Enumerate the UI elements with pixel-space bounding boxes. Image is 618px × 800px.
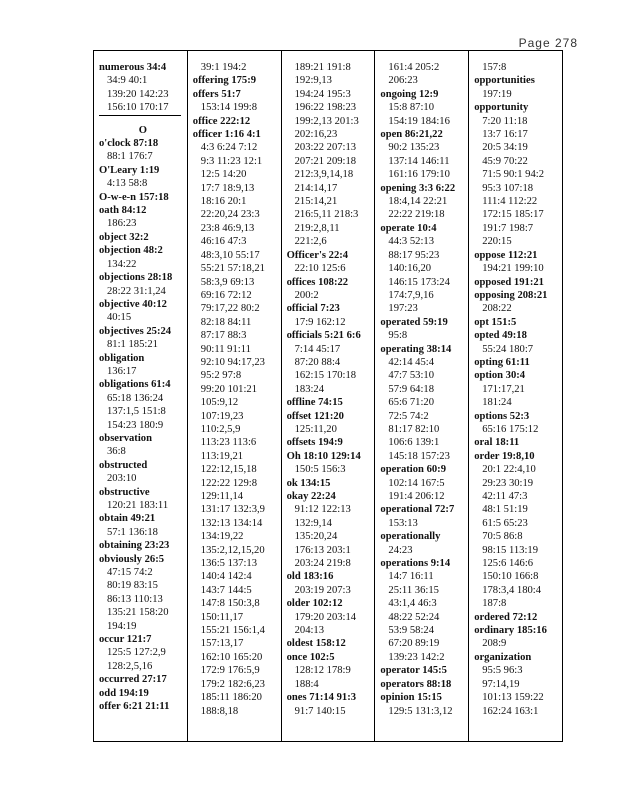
index-entry-refs: 122:12,15,18 — [200, 464, 257, 476]
index-entry-refs: 95:5 96:3 — [482, 665, 523, 677]
index-entry-term: official 7:23 — [286, 303, 340, 315]
index-entry-refs: 172:9 176:5,9 — [200, 665, 260, 677]
index-entry-refs: 129:11,14 — [200, 491, 244, 502]
index-entry-refs: 90:11 91:11 — [200, 343, 251, 355]
index-entry-term: obtaining 23:23 — [99, 540, 170, 552]
index-entry-refs: 58:3,9 69:13 — [200, 276, 255, 288]
index-entry-refs: 135:20,24 — [294, 531, 338, 543]
index-entry-term: objections 28:18 — [99, 272, 173, 284]
index-entry-term: operators 88:18 — [380, 678, 452, 690]
index-entry-refs: 179:2 182:6,23 — [200, 678, 265, 690]
index-entry-term: opinion 15:15 — [380, 692, 442, 704]
index-entry-refs: 91:7 140:15 — [294, 705, 346, 717]
index-entry-term: oppose 112:21 — [474, 249, 538, 261]
index-entry-refs: 88:17 95:23 — [388, 249, 440, 261]
index-entry-refs: 203:10 — [107, 473, 137, 485]
index-entry-refs: 4:3 6:24 7:12 — [200, 142, 258, 154]
index-entry-refs: 113:23 113:6 — [200, 437, 257, 449]
index-entry-refs: 110:2,5,9 — [200, 423, 241, 435]
index-entry-refs: 194:24 195:3 — [294, 88, 351, 100]
index-entry-refs: 188:4 — [294, 678, 319, 690]
index-entry-refs: 150:10 166:8 — [482, 571, 539, 583]
index-entry-refs: 157:8 — [482, 62, 507, 73]
index-entry-refs: 162:15 170:18 — [294, 370, 357, 382]
index-entry-refs: 136:5 137:13 — [200, 558, 258, 570]
index-entry-refs: 95:2 97:8 — [200, 370, 242, 382]
index-entry-refs: 194:19 — [107, 620, 137, 632]
index-entry-refs: 102:14 167:5 — [388, 477, 445, 489]
index-entry-term: opportunities — [474, 75, 535, 87]
index-entry-refs: 18:4,14 22:21 — [388, 196, 448, 208]
index-entry-term: operator 145:5 — [380, 665, 447, 677]
index-entry-term: objective 40:12 — [99, 298, 167, 310]
index-entry-refs: 15:8 87:10 — [388, 102, 435, 114]
index-entry-refs: 125:11,20 — [294, 423, 337, 435]
index-entry-term: operate 10:4 — [380, 222, 437, 234]
index-entry-refs: 61:5 65:23 — [482, 517, 528, 529]
index-entry-refs: 106:6 139:1 — [388, 437, 440, 449]
index-entry-refs: 204:13 — [294, 625, 325, 637]
index-entry-refs: 131:17 132:3,9 — [200, 504, 265, 516]
index-entry-refs: 65:18 136:24 — [107, 392, 164, 404]
index-entry-term: Officer's 22:4 — [286, 249, 349, 261]
index-entry-term: operationally — [380, 531, 441, 543]
index-entry-refs: 137:1,5 151:8 — [107, 406, 166, 418]
index-entry-term: offices 108:22 — [286, 276, 349, 288]
index-entry-refs: 92:10 94:17,23 — [200, 356, 265, 368]
index-entry-refs: 140:16,20 — [388, 263, 432, 275]
index-entry-refs: 22:22 219:18 — [388, 209, 445, 221]
index-entry-term: object 32:2 — [99, 231, 149, 243]
index-entry-term: options 52:3 — [474, 410, 530, 422]
index-entry-refs: 161:4 205:2 — [388, 62, 440, 73]
index-entry-refs: 154:19 184:16 — [388, 115, 450, 127]
index-entry-refs: 157:13,17 — [200, 638, 244, 650]
index-entry-refs: 191:7 198:7 — [482, 222, 534, 234]
index-entry-refs: 40:15 — [107, 312, 132, 324]
index-entry-refs: 57:1 136:18 — [107, 526, 158, 538]
index-entry-refs: 86:13 110:13 — [107, 593, 163, 605]
index-entry-refs: 29:23 30:19 — [482, 477, 534, 489]
index-entry-refs: 212:3,9,14,18 — [294, 169, 354, 181]
index-entry-refs: 191:4 206:12 — [388, 491, 445, 502]
index-entry-refs: 139:23 142:2 — [388, 651, 445, 663]
index-entry-refs: 36:8 — [107, 446, 126, 458]
section-divider — [99, 115, 181, 124]
index-entry-term: operated 59:19 — [380, 316, 448, 328]
index-entry-term: opt 151:5 — [474, 316, 517, 328]
index-entry-refs: 162:10 165:20 — [200, 651, 263, 663]
index-entry-term: obstructed — [99, 459, 148, 471]
index-entry-term: obtain 49:21 — [99, 513, 156, 525]
index-column-3 — [281, 51, 375, 741]
index-entry-refs: 71:5 90:1 94:2 — [482, 169, 544, 181]
index-entry-refs: 95:8 — [388, 330, 408, 342]
index-entry-refs: 79:17,22 80:2 — [200, 303, 260, 315]
index-entry-refs: 48:3,10 55:17 — [200, 249, 260, 261]
index-entry-refs: 215:14,21 — [294, 196, 338, 208]
index-entry-refs: 179:20 203:14 — [294, 611, 357, 623]
index-entry-refs: 72:5 74:2 — [388, 410, 429, 422]
index-entry-refs: 101:13 159:22 — [482, 692, 544, 704]
index-entry-refs: 105:9,12 — [200, 397, 239, 409]
index-entry-term: ongoing 12:9 — [380, 88, 439, 100]
index-entry-refs: 202:16,23 — [294, 129, 338, 141]
index-entry-term: old 183:16 — [286, 571, 334, 583]
index-entry-refs: 150:11,17 — [200, 611, 244, 623]
index-entry-refs: 171:17,21 — [482, 383, 525, 395]
index-entry-refs: 7:14 45:17 — [294, 343, 341, 355]
index-entry-term: ordinary 185:16 — [474, 625, 547, 637]
index-entry-refs: 161:16 179:10 — [388, 169, 450, 181]
index-entry-refs: 98:15 113:19 — [482, 544, 539, 556]
index-entry-refs: 181:24 — [482, 397, 512, 409]
index-entry-refs: 203:24 219:8 — [294, 558, 351, 570]
index-entry-refs: 200:2 — [294, 289, 319, 301]
index-entry-refs: 28:22 31:1,24 — [107, 285, 166, 297]
index-entry-term: opposed 191:21 — [474, 276, 544, 288]
index-entry-term: objectives 25:24 — [99, 325, 172, 337]
index-entry-term: officer 1:16 4:1 — [192, 129, 261, 141]
index-entry-refs: 135:2,12,15,20 — [200, 544, 265, 556]
index-entry-refs: 178:3,4 180:4 — [482, 584, 542, 596]
index-entry-refs: 174:7,9,16 — [388, 289, 434, 301]
index-entry-refs: 44:3 52:13 — [388, 236, 435, 248]
index-entry-refs: 17:9 162:12 — [294, 316, 346, 328]
index-entry-term: Oh 18:10 129:14 — [286, 450, 361, 462]
index-entry-term: obligations 61:4 — [99, 379, 171, 391]
index-entry-refs: 140:4 142:4 — [200, 571, 252, 583]
index-column-5 — [468, 51, 562, 741]
page-number: Page 278 — [518, 36, 578, 50]
index-entry-refs: 220:15 — [482, 236, 512, 248]
index-entry-term: O'Leary 1:19 — [99, 164, 160, 176]
index-entry-term: officials 5:21 6:6 — [286, 330, 361, 342]
index-entry-term: obviously 26:5 — [99, 553, 165, 565]
index-entry-term: obligation — [99, 352, 145, 364]
index-entry-refs: 176:13 203:1 — [294, 544, 351, 556]
index-entry-refs: 39:1 194:2 — [200, 62, 247, 73]
index-entry-refs: 199:2,13 201:3 — [294, 115, 359, 127]
index-entry-term: observation — [99, 432, 152, 444]
index-entry-refs: 136:17 — [107, 365, 137, 377]
index-entry-refs: 9:3 11:23 12:1 — [200, 155, 263, 167]
index-entry-refs: 219:2,8,11 — [294, 222, 340, 234]
index-entry-refs: 55:24 180:7 — [482, 343, 534, 355]
index-entry-term: open 86:21,22 — [380, 129, 443, 141]
index-entry-term: operation 60:9 — [380, 464, 447, 476]
index-entry-term: ordered 72:12 — [474, 611, 538, 623]
index-column-1 — [94, 51, 187, 741]
index-entry-refs: 24:23 — [388, 544, 413, 556]
index-entry-term: odd 194:19 — [99, 687, 149, 699]
index-entry-refs: 22:10 125:6 — [294, 263, 346, 275]
index-entry-term: option 30:4 — [474, 370, 526, 382]
index-entry-term: ok 134:15 — [286, 477, 331, 489]
index-entry-refs: 70:5 86:8 — [482, 531, 523, 543]
index-entry-refs: 90:2 135:23 — [388, 142, 440, 154]
index-entry-refs: 128:2,5,16 — [107, 660, 153, 672]
index-entry-term: order 19:8,10 — [474, 450, 535, 462]
index-entry-refs: 81:17 82:10 — [388, 423, 440, 435]
index-entry-term: objection 48:2 — [99, 245, 163, 257]
index-entry-refs: 12:5 14:20 — [200, 169, 247, 181]
index-entry-refs: 45:9 70:22 — [482, 155, 528, 167]
index-entry-term: operating 38:14 — [380, 343, 452, 355]
index-column-4 — [374, 51, 468, 741]
index-entry-refs: 122:22 129:8 — [200, 477, 258, 489]
index-entry-refs: 172:15 185:17 — [482, 209, 544, 221]
index-entry-term: numerous 34:4 — [99, 62, 167, 73]
index-entry-term: oath 84:12 — [99, 205, 147, 217]
index-entry-refs: 91:12 122:13 — [294, 504, 351, 516]
index-entry-refs: 188:8,18 — [200, 705, 239, 717]
index-entry-refs: 57:9 64:18 — [388, 383, 435, 395]
index-entry-term: ones 71:14 91:3 — [286, 692, 357, 704]
index-entry-refs: 99:20 101:21 — [200, 383, 258, 395]
index-entry-refs: 53:9 58:24 — [388, 625, 435, 637]
index-entry-refs: 187:8 — [482, 598, 507, 610]
index-entry-refs: 132:13 134:14 — [200, 517, 263, 529]
index-entry-refs: 207:21 209:18 — [294, 155, 357, 167]
index-entry-term: offer 6:21 21:11 — [99, 701, 170, 713]
index-entry-refs: 14:7 16:11 — [388, 571, 434, 583]
index-entry-refs: 197:19 — [482, 88, 512, 100]
index-entry-refs: 185:11 186:20 — [200, 692, 262, 704]
index-entry-term: office 222:12 — [192, 115, 251, 127]
index-entry-refs: 203:22 207:13 — [294, 142, 357, 154]
index-entry-term: oldest 158:12 — [286, 638, 346, 650]
index-entry-refs: 95:3 107:18 — [482, 182, 534, 194]
index-entry-term: offering 175:9 — [192, 75, 257, 87]
index-entry-refs: 183:24 — [294, 383, 325, 395]
index-entry-refs: 87:17 88:3 — [200, 330, 247, 342]
index-entry-refs: 155:21 156:1,4 — [200, 625, 265, 637]
index-entry-refs: 23:8 46:9,13 — [200, 222, 255, 234]
index-entry-term: O-w-e-n 157:18 — [99, 191, 169, 203]
index-entry-term: occur 121:7 — [99, 634, 152, 646]
index-entry-refs: 7:20 11:18 — [482, 115, 528, 127]
index-entry-refs: 153:13 — [388, 517, 418, 529]
index-entry-refs: 186:23 — [107, 218, 137, 230]
index-entry-term: opportunity — [474, 102, 529, 114]
index-entry-refs: 162:24 163:1 — [482, 705, 539, 717]
index-entry-refs: 82:18 84:11 — [200, 316, 252, 328]
index-entry-term: occurred 27:17 — [99, 674, 167, 686]
index-entry-term: opting 61:11 — [474, 356, 530, 368]
index-column-2 — [187, 51, 281, 741]
index-entry-refs: 111:4 112:22 — [482, 196, 538, 208]
index-entry-term: organization — [474, 651, 532, 663]
index-entry-refs: 196:22 198:23 — [294, 102, 357, 114]
index-entry-refs: 129:5 131:3,12 — [388, 705, 453, 717]
index-entry-refs: 65:6 71:20 — [388, 397, 435, 409]
index-entry-refs: 125:5 127:2,9 — [107, 647, 166, 659]
index-entry-refs: 65:16 175:12 — [482, 423, 539, 435]
index-entry-refs: 134:19,22 — [200, 531, 244, 543]
index-entry-refs: 125:6 146:6 — [482, 558, 534, 570]
index-entry-term: opted 49:18 — [474, 330, 527, 342]
index-entry-refs: 120:21 183:11 — [107, 500, 169, 511]
index-entry-refs: 208:22 — [482, 303, 512, 315]
index-entry-refs: 203:19 207:3 — [294, 584, 351, 596]
index-entry-refs: 88:1 176:7 — [107, 151, 153, 163]
index-entry-refs: 67:20 89:19 — [388, 638, 440, 650]
index-entry-refs: 197:23 — [388, 303, 418, 315]
index-entry-refs: 113:19,21 — [200, 450, 244, 462]
index-entry-refs: 206:23 — [388, 75, 418, 87]
index-entry-refs: 48:1 51:19 — [482, 504, 528, 516]
index-entry-refs: 194:21 199:10 — [482, 263, 544, 275]
index-entry-refs: 87:20 88:4 — [294, 356, 341, 368]
index-entry-term: opposing 208:21 — [474, 289, 548, 301]
index-entry-term: opening 3:3 6:22 — [380, 182, 456, 194]
index-entry-term: offsets 194:9 — [286, 437, 343, 449]
index-entry-term: offers 51:7 — [192, 88, 241, 100]
index-entry-term: okay 22:24 — [286, 491, 336, 502]
index-entry-refs: 48:22 52:24 — [388, 611, 440, 623]
index-entry-refs: 47:7 53:10 — [388, 370, 435, 382]
index-entry-refs: 137:14 146:11 — [388, 155, 450, 167]
index-entry-refs: 135:21 158:20 — [107, 607, 169, 619]
index-table — [93, 50, 563, 742]
index-entry-refs: 47:15 74:2 — [107, 567, 153, 579]
index-entry-refs: 214:14,17 — [294, 182, 338, 194]
index-entry-refs: 18:16 20:1 — [200, 196, 247, 208]
index-entry-refs: 192:9,13 — [294, 75, 332, 87]
index-entry-refs: 128:12 178:9 — [294, 665, 351, 677]
index-entry-refs: 43:1,4 46:3 — [388, 598, 437, 610]
index-entry-refs: 25:11 36:15 — [388, 584, 439, 596]
index-entry-refs: 4:13 58:8 — [107, 178, 148, 190]
index-entry-term: obstructive — [99, 486, 150, 498]
index-entry-refs: 22:20,24 23:3 — [200, 209, 260, 221]
index-entry-refs: 134:22 — [107, 258, 137, 270]
index-entry-term: offline 74:15 — [286, 397, 343, 409]
index-entry-refs: 42:14 45:4 — [388, 356, 435, 368]
index-entry-refs: 20:5 34:19 — [482, 142, 528, 154]
index-entry-refs: 17:7 18:9,13 — [200, 182, 255, 194]
index-entry-refs: 55:21 57:18,21 — [200, 263, 265, 275]
section-letter-heading: O — [138, 124, 148, 136]
index-entry-refs: 20:1 22:4,10 — [482, 464, 536, 476]
index-entry-refs: 13:7 16:17 — [482, 129, 528, 141]
index-entry-refs: 132:9,14 — [294, 517, 332, 529]
index-entry-refs: 146:15 173:24 — [388, 276, 450, 288]
index-entry-refs: 42:11 47:3 — [482, 491, 528, 502]
index-entry-refs: 150:5 156:3 — [294, 464, 346, 476]
index-entry-term: older 102:12 — [286, 598, 343, 610]
index-entry-refs: 156:10 170:17 — [107, 102, 169, 114]
index-entry-term: once 102:5 — [286, 651, 335, 663]
index-entry-term: operations 9:14 — [380, 558, 451, 570]
index-entry-refs: 189:21 191:8 — [294, 62, 351, 73]
index-entry-refs: 145:18 157:23 — [388, 450, 450, 462]
index-entry-refs: 139:20 142:23 — [107, 88, 169, 100]
index-entry-term: operational 72:7 — [380, 504, 455, 516]
index-entry-term: o'clock 87:18 — [99, 138, 159, 150]
index-entry-refs: 147:8 150:3,8 — [200, 598, 260, 610]
index-entry-refs: 46:16 47:3 — [200, 236, 247, 248]
index-entry-refs: 208:9 — [482, 638, 507, 650]
index-entry-refs: 34:9 40:1 — [107, 75, 148, 87]
index-entry-refs: 221:2,6 — [294, 236, 327, 248]
index-entry-refs: 107:19,23 — [200, 410, 244, 422]
index-entry-refs: 143:7 144:5 — [200, 584, 252, 596]
index-entry-refs: 216:5,11 218:3 — [294, 209, 359, 221]
index-entry-term: oral 18:11 — [474, 437, 520, 449]
index-entry-refs: 97:14,19 — [482, 678, 520, 690]
index-entry-refs: 153:14 199:8 — [200, 102, 258, 114]
index-entry-refs: 81:1 185:21 — [107, 339, 158, 351]
index-entry-refs: 154:23 180:9 — [107, 419, 164, 431]
index-entry-refs: 80:19 83:15 — [107, 580, 158, 592]
index-entry-term: offset 121:20 — [286, 410, 344, 422]
index-entry-refs: 69:16 72:12 — [200, 289, 252, 301]
